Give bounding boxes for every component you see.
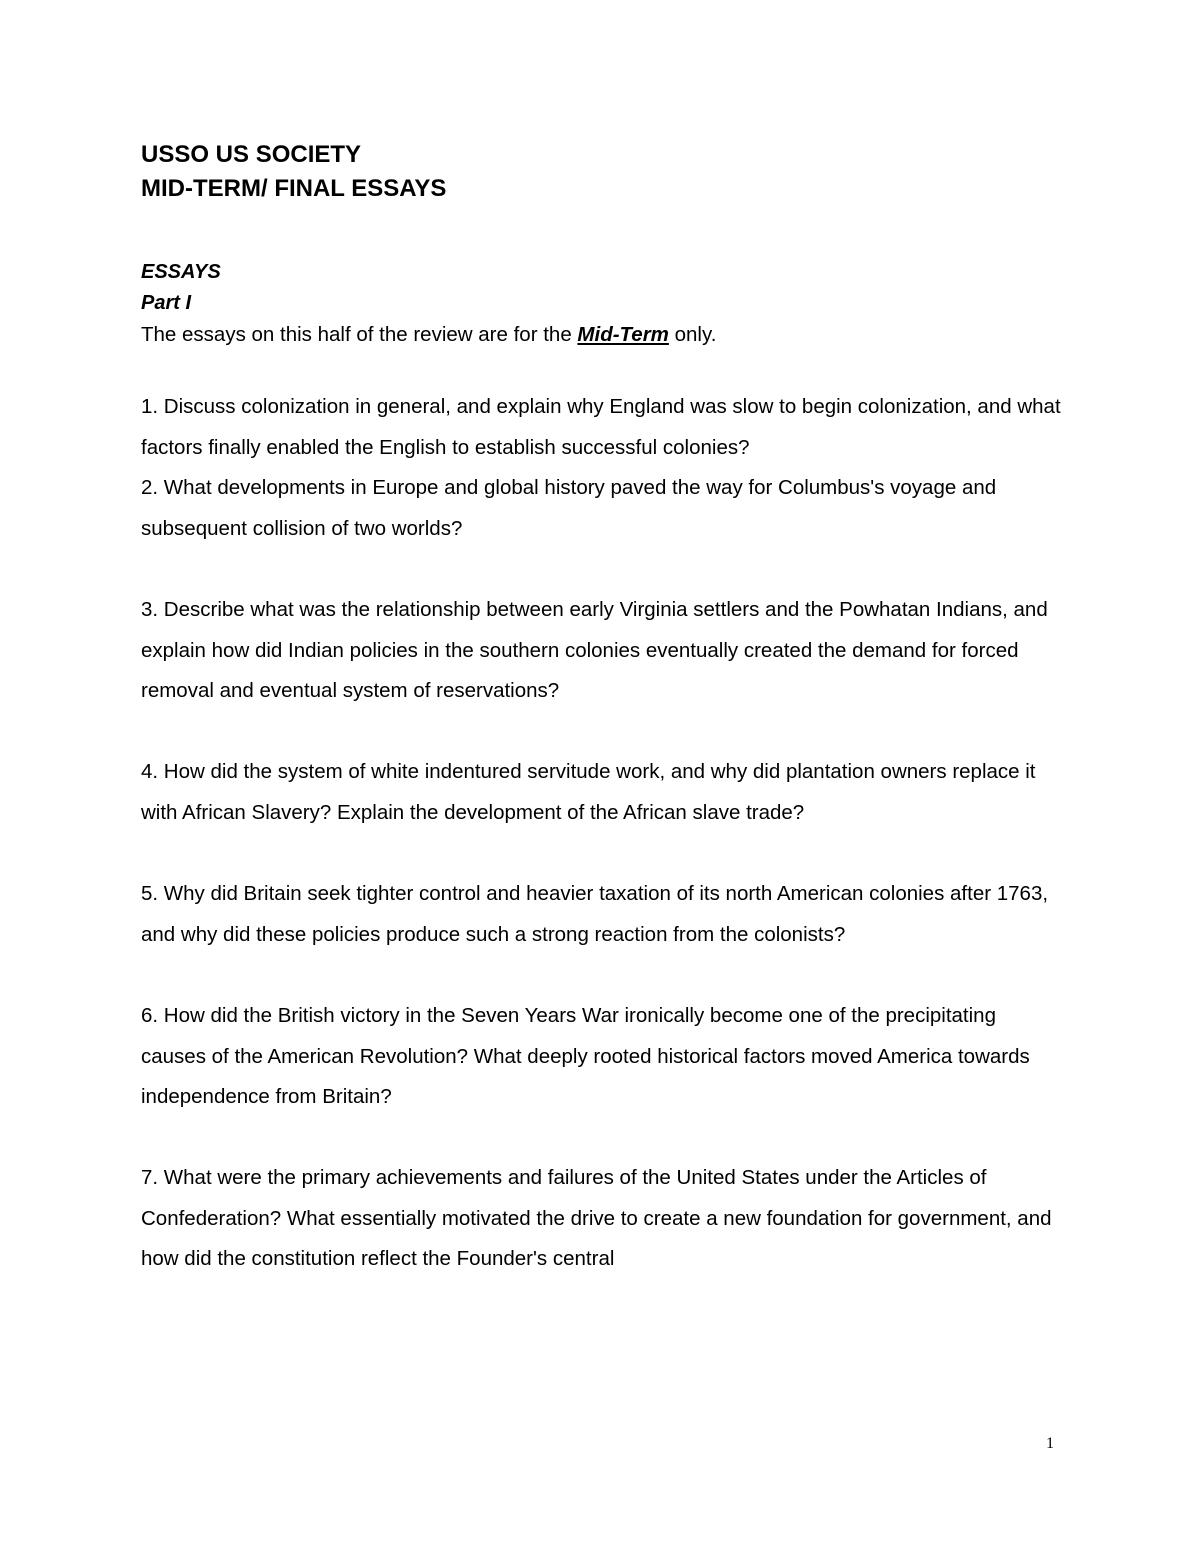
- question-item: 2. What developments in Europe and global history paved the way for Columbus's voyage and subsequent collision of two worlds?: [141, 476, 997, 540]
- question-item: 6. How did the British victory in the Seven Years War ironically become one of the precipitating causes of the American Revolution? What deeply rooted historical factors moved America towards independence from Britain?: [141, 1003, 1030, 1109]
- question-item: 4. How did the system of white indentured servitude work, and why did plantation owners replace it with African Slavery? Explain the development of the African slave trade?: [141, 760, 1036, 824]
- question-item: 7. What were the primary achievements and failures of the United States under the Articles of Confederation? What essentially motivated the drive to create a new foundation for government, and how did the constitution reflect the Founder's central: [141, 1166, 1052, 1271]
- document-title-line-2: MID-TERM/ FINAL ESSAYS: [141, 175, 447, 202]
- document-title-line-1: USSO US SOCIETY: [141, 141, 362, 168]
- page-number: 1: [1046, 1435, 1054, 1452]
- question-list: [141, 387, 1061, 1280]
- intro-emphasis: Mid-Term: [577, 323, 669, 346]
- part-label: Part I: [141, 292, 192, 314]
- intro-text-before: The essays on this half of the review are for the: [141, 323, 578, 346]
- intro-text-after: only.: [668, 323, 717, 346]
- question-item: 5. Why did Britain seek tighter control and heavier taxation of its north American colonies after 1763, and why did these policies produce such a strong reaction from the colonists?: [141, 882, 1049, 946]
- question-item: 3. Describe what was the relationship between early Virginia settlers and the Powhatan Indians, and explain how did Indian policies in the southern colonies eventually created the demand for forced removal and eventual system of reservations?: [141, 597, 1048, 703]
- question-item: 1. Discuss colonization in general, and explain why England was slow to begin colonization, and what factors finally enabled the English to establish successful colonies?: [141, 395, 1061, 459]
- section-label: ESSAYS: [141, 261, 221, 283]
- intro-text: [141, 319, 1061, 350]
- document-body: [141, 138, 1061, 1280]
